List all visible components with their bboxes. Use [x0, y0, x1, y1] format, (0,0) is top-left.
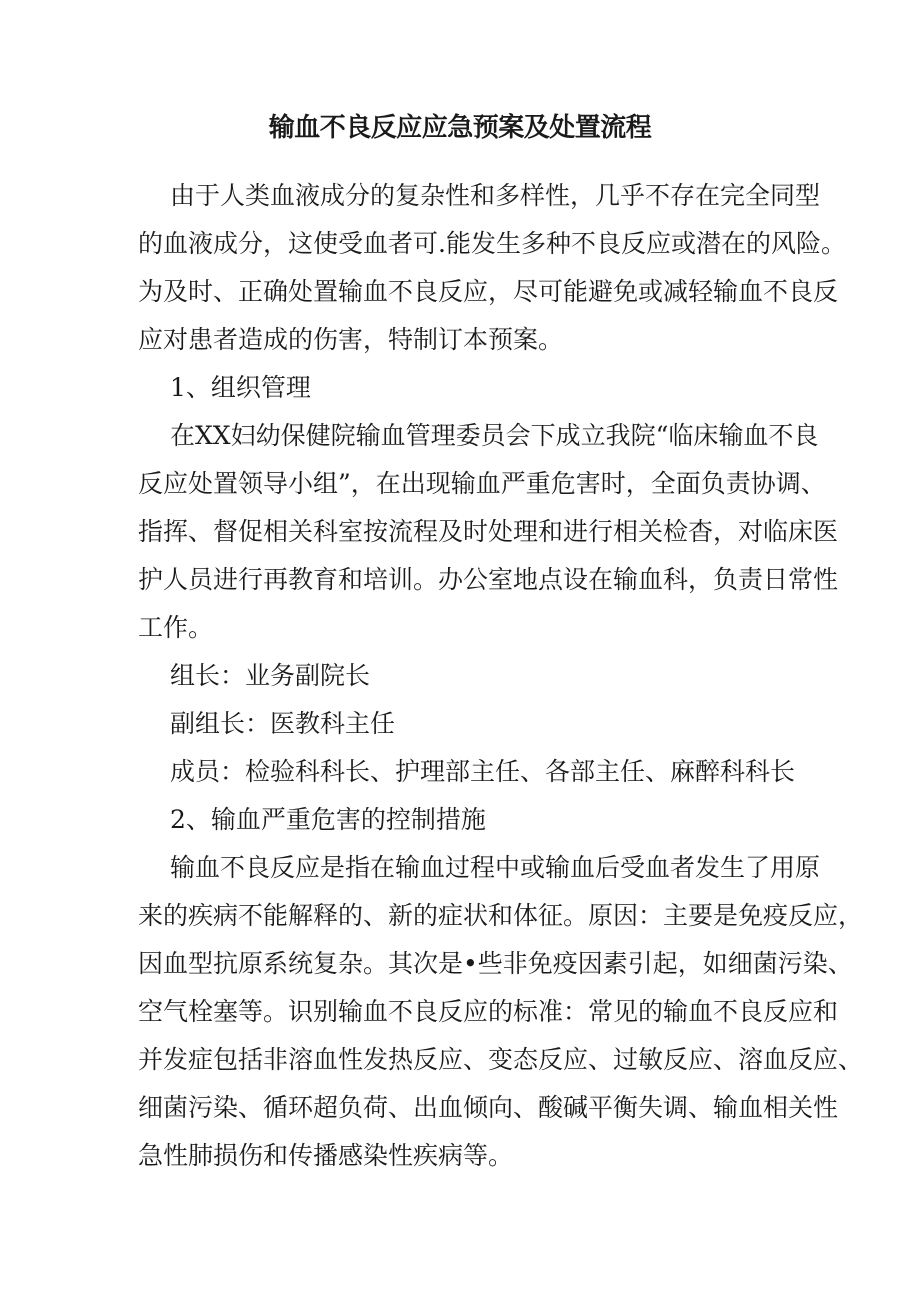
text-line: 因血型抗原系统复杂。其次是•些非免疫因素引起，如细菌污染、: [138, 949, 853, 978]
paragraph-intro: [138, 172, 846, 364]
text-line: 副组长：医教科主任: [170, 709, 396, 738]
text-line: 输血不良反应是指在输血过程中或输血后受血者发生了用原: [170, 853, 821, 882]
members-line: [138, 748, 796, 796]
text-line: 并发症包括非溶血性发热反应、变态反应、过敏反应、溶血反应、: [138, 1045, 864, 1074]
text-line: 成员：检验科科长、护理部主任、各部主任、麻醉科科长: [170, 757, 796, 786]
text-line: 细菌污染、循环超负荷、出血倾向、酸碱平衡失调、输血相关性: [138, 1093, 839, 1122]
section-heading-organization: [138, 364, 788, 412]
section-heading-control: [138, 796, 788, 844]
heading-line: 2、输血严重危害的控制措施: [170, 805, 486, 834]
heading-line: 1、组织管理: [170, 373, 311, 402]
text-line: 应对患者造成的伤害，特制订本预案。: [138, 325, 564, 354]
text-line: 工作。: [138, 613, 214, 642]
text-line: 组长：业务副院长: [170, 661, 371, 690]
text-line: 为及时、正确处置输血不良反应，尽可能避免或减轻输血不良反: [138, 277, 839, 306]
text-line: 急性肺损伤和传播感染性疾病等。: [138, 1141, 514, 1170]
text-line: 指挥、督促相关科室按流程及时处理和进行相关检杳，对临床医: [138, 517, 839, 546]
paragraph-control: [138, 844, 864, 1180]
text-line: 在XX妇幼保健院输血管理委员会下成立我院“临床输血不良: [170, 421, 819, 450]
text-line: 护人员进行再教育和培训。办公室地点设在输血科，负责日常性: [138, 565, 839, 594]
text-line: 反应处置领导小组”，在出现输血严重危害时，全面负责协调、: [138, 469, 826, 498]
group-leader-line: [138, 652, 788, 700]
deputy-leader-line: [138, 700, 788, 748]
text-line: 来的疾病不能解释的、新的症状和体征。原因：主要是免疫反应，: [138, 901, 864, 930]
paragraph-organization: [138, 412, 839, 652]
document-title: 输血不良反应应急预案及处置流程: [268, 113, 652, 143]
text-line: 由于人类血液成分的复杂性和多样性，几乎不存在完全同型: [170, 181, 821, 210]
text-line: 空气栓塞等。识别输血不良反应的标准：常见的输血不良反应和: [138, 997, 839, 1026]
text-line: 的血液成分，这使受血者可.能发生多种不良反应或潜在的风险。: [138, 229, 846, 258]
